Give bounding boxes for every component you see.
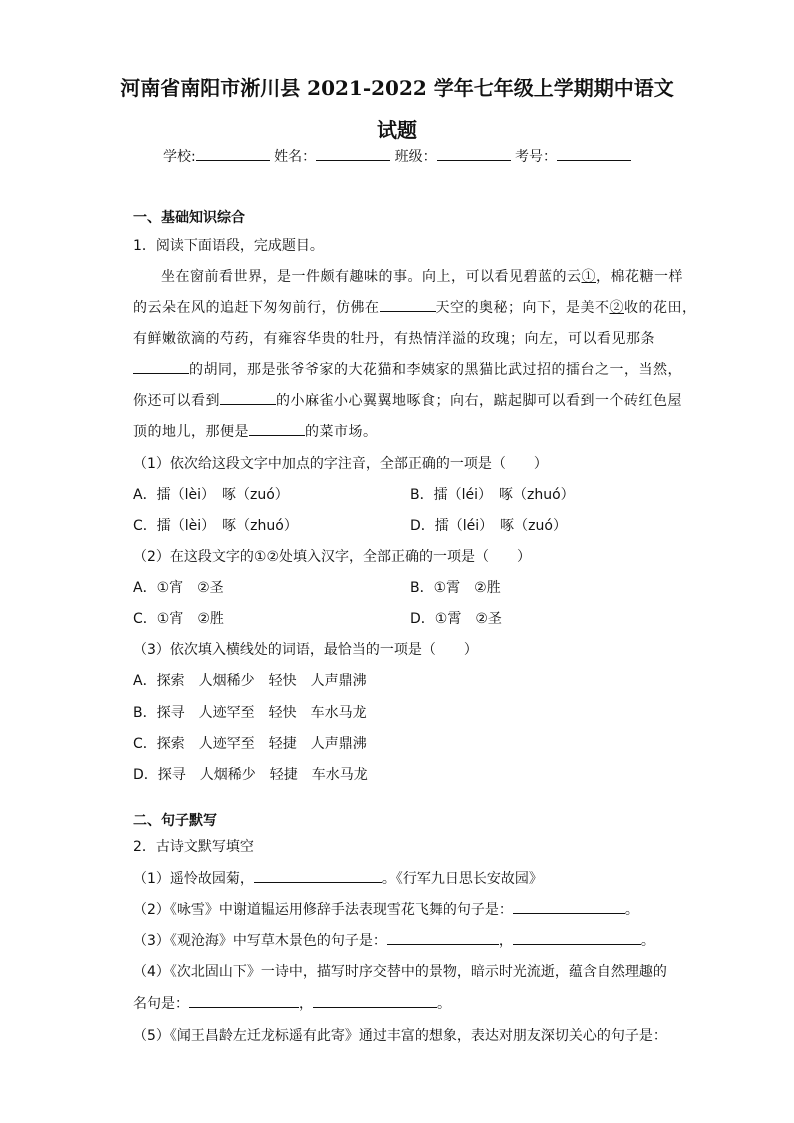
fill-blank[interactable] [387,932,499,945]
passage-line: 坐在窗前看世界，是一件颇有趣味的事。向上，可以看见碧蓝的云①，棉花糖一样 [161,269,683,285]
blank-marker-1: ① [581,269,596,285]
option-b[interactable]: B．①霄 ②胜 [410,580,501,596]
option-d[interactable]: D．①霄 ②圣 [410,611,502,627]
fill-blank[interactable] [254,870,382,883]
passage-line: 顶的地儿，那便是 的菜市场。 [133,424,378,440]
recitation-item: （2）《咏雪》中谢道韫运用修辞手法表现雪花飞舞的句子是： 。 [133,902,639,918]
sub-question-stem: （2）在这段文字的①②处填入汉字，全部正确的一项是（ ） [133,549,532,565]
option-d[interactable]: D．探寻 人烟稀少 轻捷 车水马龙 [133,767,368,783]
recitation-item: （5）《闻王昌龄左迁龙标遥有此寄》通过丰富的想象，表达对朋友深切关心的句子是： [133,1028,667,1044]
fill-blank[interactable] [249,423,305,436]
passage-line: 有鲜嫩欲滴的芍药，有雍容华贵的牡丹，有热情洋溢的玫瑰；向左，可以看见那条 [133,331,655,347]
recitation-item: （1）遥怜故园菊， 。《行军九日思长安故园》 [133,871,543,887]
recitation-item: 名句是： ， 。 [133,996,451,1012]
question-stem: 1．阅读下面语段，完成题目。 [133,238,324,254]
passage-line: 的云朵在风的追赶下匆匆前行，仿佛在 天空的奥秘；向下，是美不②收的花田， [133,300,697,316]
fill-blank[interactable] [189,995,299,1008]
option-a[interactable]: A．擂（lèi） 啄（zuó） [133,487,289,503]
fill-blank[interactable] [133,361,189,374]
blank-marker-2: ② [609,300,624,316]
option-c[interactable]: C．探索 人迹罕至 轻捷 人声鼎沸 [133,736,367,752]
option-d[interactable]: D．擂（léi） 啄（zuó） [410,518,567,534]
fill-blank[interactable] [513,901,625,914]
fill-blank[interactable] [220,392,276,405]
option-a[interactable]: A．①宵 ②圣 [133,580,224,596]
recitation-item: （3）《观沧海》中写草木景色的句子是： ， 。 [133,933,655,949]
option-b[interactable]: B．擂（léi） 啄（zhuó） [410,487,575,503]
school-label: 学校: [162,149,196,165]
class-blank[interactable] [437,146,511,161]
name-label: 姓名： [274,149,317,165]
fill-blank[interactable] [313,995,437,1008]
passage-line: 你还可以看到 的小麻雀小心翼翼地啄食；向右，踮起脚可以看到一个砖红色屋 [133,393,682,409]
sub-question-stem: （3）依次填入横线处的词语，最恰当的一项是（ ） [133,642,478,658]
name-blank[interactable] [316,146,390,161]
fill-blank[interactable] [380,299,436,312]
question-stem: 2．古诗文默写填空 [133,839,254,855]
option-b[interactable]: B．探寻 人迹罕至 轻快 车水马龙 [133,705,367,721]
section-heading: 二、句子默写 [133,813,217,829]
recitation-item: （4）《次北固山下》一诗中，描写时序交替中的景物，暗示时光流逝，蕴含自然理趣的 [133,964,667,980]
passage-line: 的胡同，那是张爷爷家的大花猫和李姨家的黑猫比武过招的擂台之一，当然， [133,359,682,379]
exam-number-label: 考号： [515,149,558,165]
page-title-continued: 试题 [377,118,417,142]
class-label: 班级： [394,149,437,165]
option-a[interactable]: A．探索 人烟稀少 轻快 人声鼎沸 [133,673,367,689]
option-c[interactable]: C．①宵 ②胜 [133,611,224,627]
section-heading: 一、基础知识综合 [133,210,245,226]
fill-blank[interactable] [513,932,641,945]
option-c[interactable]: C．擂（lèi） 啄（zhuó） [133,518,298,534]
exam-number-blank[interactable] [557,146,631,161]
sub-question-stem: （1）依次给这段文字中加点的字注音，全部正确的一项是（ ） [133,456,548,472]
page-title: 河南省南阳市淅川县 2021-2022 学年七年级上学期期中语文 [120,76,674,100]
student-info-line [0,146,794,166]
school-blank[interactable] [196,146,270,161]
